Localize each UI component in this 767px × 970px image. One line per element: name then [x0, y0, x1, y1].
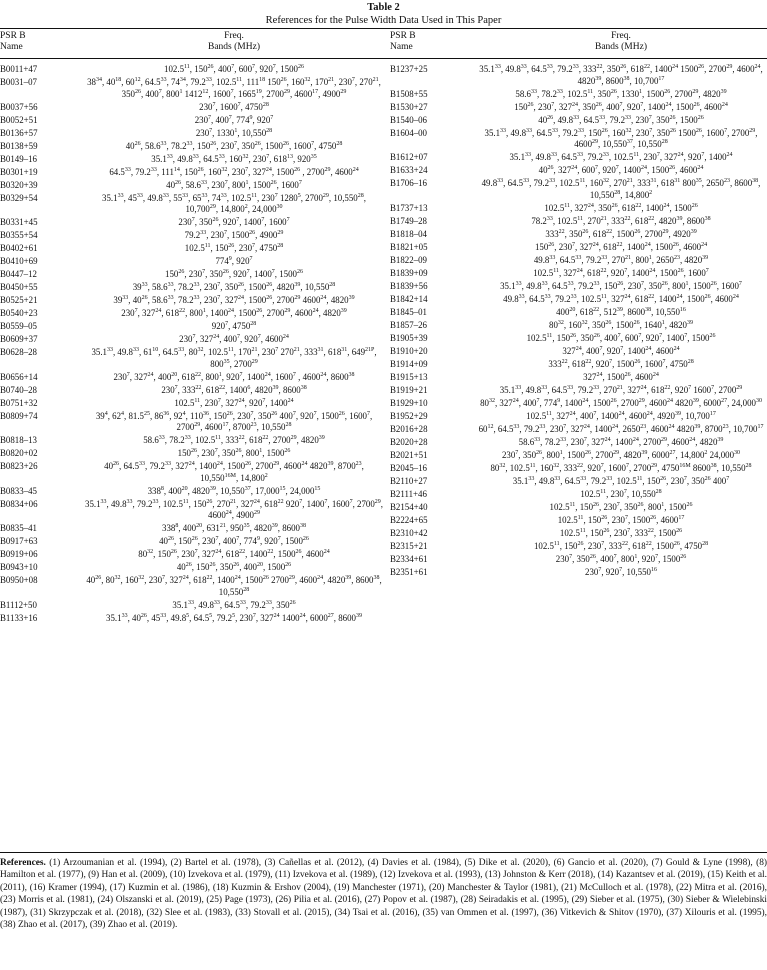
pulsar-name: B1530+27 [390, 101, 428, 112]
pulsar-name: B0820+02 [0, 448, 38, 458]
frequency-bands: $40^{26}$, 49.8$^{33}$, 64.5$^{33}$, 79.2$^{33}$, $230^7$, $350^{26}$, 1500$^{26}$ [538, 114, 704, 125]
pulsar-name: B1112+50 [0, 599, 37, 610]
frequency-bands: $230^7$, $350^{26}$, $800^1$, 1500$^{26}$, 2700$^{29}$, 4820$^{39}$, 6000$^{27}$, 14,800$^2$ 24,000$^{30}$ [501, 449, 741, 460]
frequency-bands: 102.5$^{11}$, $327^{24}$, $350^{26}$, $618^{22}$, 1400$^{24}$, 1500$^{26}$ [544, 202, 698, 213]
table-row [0, 230, 383, 243]
pulsar-name: B1842+14 [390, 293, 428, 304]
references-text: (1) Arzoumanian et al. (1994), (2) Bartel et al. (1978), (3) Cañellas et al. (2012), (4) Davies et al. (1984), (5) Dike et al. (2020), (6) Gancio et al. (2020), (7) Gould & Lyne (1998), (8) Hamilton et al. (1977), (9) Han et al. (2009), (10) Izvekova et al. (1979), (11) Izvekova et al. (1989), (12) Izvekova et al. (1993), (13) Johnston & Kerr (2018), (14) Kazantsev et al. (2019), (15) Keith et al. (2011), (16) Kramer (1994), (17) Kuzmin et al. (1986), (18) Kuzmin & Ershov (2004), (19) Manchester (1971), (20) Manchester & Taylor (1981), (21) McCulloch et al. (1978), (22) Mitra et al. (2016), (23) Morris et al. (1981), (24) Olszanski et al. (2019), (25) Page (1973), (26) Pilia et al. (2016), (27) Popov et al. (1987), (28) Seiradakis et al. (1995), (29) Sieber et al. (1975), (30) Sieber & Wielebinski (1987), (31) Skrzypczak et al. (2018), (32) Slee et al. (1983), (33) Stovall et al. (2015), (34) Tsai et al. (2016), (35) van Ommen et al. (1997), (36) Vitkevich & Shitov (1970), (37) Xilouris et al. (1995), (38) Zhao et al. (2017), (39) Zhao et al. (2019). [0, 858, 767, 931]
table-row [0, 243, 383, 256]
frequency-bands: 35.1$^{33}$, 49.8$^{33}$, 64.5$^{33}$, $160^{32}$, $230^7$, $618^{13}$, $920^{35}$ [151, 153, 317, 164]
pulsar-name: B1737+13 [390, 202, 428, 213]
table-row [0, 217, 383, 230]
table-row [390, 541, 767, 554]
frequency-bands: $230^7$, $920^7$, 10,550$^{16}$ [585, 566, 657, 577]
frequency-bands: 102.5$^{11}$, $327^{24}$, $618^{22}$, $920^7$, 1400$^{24}$, 1500$^{26}$, 1600$^7$ [533, 267, 709, 278]
frequency-bands: $80^{32}$, $160^{32}$, $350^{26}$, 1500$^{26}$, 1640$^1$, 4820$^{39}$ [549, 319, 693, 330]
frequency-bands: 102.5$^{11}$, $150^{26}$, $230^7$, $350^{26}$, $800^1$, 1500$^{26}$ [549, 501, 693, 512]
frequency-bands: $80^{32}$, 102.5$^{11}$, $160^{32}$, $333^{22}$, $920^7$, 1600$^7$, 2700$^{29}$, $4750^{16M}$ 8600$^{38}$, 10,550$^{28}$ [490, 462, 752, 473]
reference-table-right [390, 64, 767, 580]
pulsar-name: B0136+57 [0, 127, 38, 138]
table-row [0, 321, 383, 334]
table-row [0, 115, 383, 128]
table-row [0, 167, 383, 180]
pulsar-name: B2110+27 [390, 475, 428, 486]
frequency-bands: 35.1$^{33}$, 49.8$^{33}$, 64.5$^{33}$, 79.2$^{33}$, $150^{26}$, $230^7$, $350^{26}$, $800^1$, 1500$^{26}$, 1600$^7$ [500, 280, 742, 291]
frequency-bands: 35.1$^{33}$, $40^{26}$, $45^{33}$, 49.8$^5$, 64.5$^5$, 79.2$^5$, $230^7$, $327^{24}$ 1400$^{24}$, 6000$^{27}$, 8600$^{39}$ [106, 612, 362, 623]
frequency-bands: $920^7$, 4750$^{28}$ [211, 321, 257, 331]
pulsar-name: B1612+07 [390, 152, 428, 162]
table-row [390, 359, 767, 372]
pulsar-name: B1910+20 [390, 345, 428, 356]
table-row [0, 269, 383, 282]
frequency-bands: 102.5$^{11}$, $150^{26}$, $230^7$, $333^{22}$, 1500$^{26}$ [559, 527, 683, 538]
table-row [0, 295, 383, 308]
pulsar-name: B0450+55 [0, 282, 38, 292]
frequency-bands: $230^7$, 1330$^1$, 10,550$^{28}$ [195, 127, 273, 138]
table-row [0, 347, 383, 372]
pulsar-name: B1633+24 [390, 165, 428, 175]
table-row [0, 308, 383, 321]
frequency-bands: 49.8$^{33}$, 64.5$^{33}$, 79.2$^{33}$, 102.5$^{11}$, $160^{32}$, $270^{21}$, $333^{31}$, $618^{31}$ $800^{35}$, 2650$^{23}$, 8600$^{38}$, 10,550$^{28}$, 14,800$^2$ [481, 178, 761, 200]
frequency-bands: $40^{26}$, 58.6$^{33}$, 78.2$^{33}$, $150^{26}$, $230^7$, $350^{26}$, 1500$^{26}$, 1600$^7$, 4750$^{28}$ [125, 140, 343, 151]
frequency-bands: $230^7$, $327^{24}$, $400^{20}$, $618^{22}$, $800^1$, $920^7$, 1400$^{24}$, 1600$^7$ , 4600$^{24}$, 8600$^{38}$ [113, 371, 355, 382]
frequency-bands: 35.1$^{33}$, $45^{33}$, 49.8$^{33}$, $55^{33}$, $65^{33}$, $74^{33}$, 102.5$^{11}$, $230^7$ 1280$^5$, 2700$^{29}$, 10,550$^{28}$, 10,700$^{29}$, 14,800$^2$, 24,000$^{30}$ [102, 192, 366, 214]
table-row [390, 294, 767, 307]
pulsar-name: B0410+69 [0, 256, 38, 266]
table-row [390, 489, 767, 502]
table-row [0, 102, 383, 115]
pulsar-name: B1604–00 [390, 127, 427, 138]
references-note [0, 857, 767, 931]
pulsar-name: B0917+63 [0, 536, 38, 546]
reference-table-left [0, 64, 383, 626]
pulsar-name: B0833–45 [0, 485, 37, 496]
table-row [390, 178, 767, 203]
pulsar-name: B0301+19 [0, 166, 38, 177]
table-row [390, 128, 767, 153]
pulsar-name: B0037+56 [0, 101, 38, 112]
pulsar-name: B1822–09 [390, 254, 427, 265]
pulsar-name: B0540+23 [0, 308, 38, 318]
pulsar-name: B1857–26 [390, 319, 427, 330]
pulsar-name: B2224+65 [390, 514, 428, 525]
table-row [390, 320, 767, 333]
table-row [0, 398, 383, 411]
frequency-bands: $80^{32}$, $150^{26}$, $230^7$, $327^{24}$, $618^{22}$, 1400$^{22}$, 1500$^{26}$, 4600$^{24}$ [138, 549, 330, 559]
table-row [0, 282, 383, 295]
frequency-bands: 49.8$^{33}$, 64.5$^{33}$, 79.2$^{33}$, 102.5$^{11}$, $327^{24}$, $618^{22}$, 1400$^{24}$, 1500$^{26}$, 4600$^{24}$ [503, 293, 739, 304]
table-row [390, 89, 767, 102]
table-row [390, 528, 767, 541]
table-row [390, 398, 767, 411]
pulsar-name: B1929+10 [390, 397, 428, 408]
pulsar-name: B2310+42 [390, 527, 428, 538]
table-row [0, 154, 383, 167]
pulsar-name: B0559–05 [0, 321, 37, 331]
pulsar-name: B0740–28 [0, 384, 37, 395]
pulsar-name: B1915+13 [390, 371, 428, 382]
references-label: References. [0, 858, 46, 868]
pulsar-name: B1749–28 [390, 215, 427, 226]
table-row [390, 165, 767, 178]
frequency-bands: 79.2$^{33}$, $230^7$, 1500$^{26}$, 4900$^{29}$ [184, 230, 284, 240]
table-row [390, 115, 767, 128]
frequency-bands: 102.5$^{11}$, $230^7$, 10,550$^{28}$ [580, 488, 662, 499]
frequency-bands: $39^4$, $62^4$, 81.5$^{25}$, $86^{36}$, $92^4$, $110^{36}$, $150^{26}$, $230^7$, $350^{26}$ $400^7$, $920^7$, 1500$^{26}$, 1600$^7$, 2700$^{29}$, 4600$^{17}$, 8700$^{23}$, 10,550$^{28}$ [95, 410, 373, 432]
pulsar-name: B0656+14 [0, 371, 38, 382]
pulsar-name: B0919+06 [0, 549, 38, 559]
table-row [390, 567, 767, 580]
column-header-psr-left: PSR B Name [0, 31, 26, 52]
frequency-bands: 102.5$^{11}$, $150^{26}$, $230^7$, 1500$^{26}$, 4600$^{17}$ [557, 514, 685, 525]
pulsar-name: B0609+37 [0, 334, 38, 344]
pulsar-name: B2315+21 [390, 540, 428, 551]
pulsar-name: B0823+26 [0, 461, 38, 471]
frequency-bands: $38^{34}$, $40^{18}$, $60^{12}$, 64.5$^{33}$, $74^{34}$, 79.2$^{33}$, 102.5$^{11}$, $111^{18}$ $150^{26}$, $160^{32}$, $170^{21}$, $230^7$, $270^{21}$, $350^{26}$, $400^7$, $800^1$ 1412$^{12}$, 1600$^7$, 1665$^{19}$, 2700$^{29}$, 4600$^{17}$, 4900$^{29}$ [87, 77, 381, 99]
table-row [390, 307, 767, 320]
pulsar-name: B2020+28 [390, 436, 428, 447]
table-row [0, 372, 383, 385]
pulsar-name: B2045–16 [390, 462, 427, 473]
pulsar-name: B0835–41 [0, 523, 37, 533]
pulsar-name: B1133+16 [0, 612, 38, 623]
table-row [0, 499, 383, 524]
frequency-bands: $40^{26}$, $150^{26}$, $230^7$, $400^7$, $774^9$, $920^7$, 1500$^{26}$ [159, 536, 309, 546]
table-row [0, 435, 383, 448]
bottom-rule [0, 852, 767, 853]
pulsar-name: B0138+59 [0, 140, 38, 151]
pulsar-name: B1905+39 [390, 332, 428, 343]
table-row [390, 515, 767, 528]
column-header-psr-right: PSR B Name [390, 31, 416, 52]
pulsar-name: B0355+54 [0, 230, 38, 240]
frequency-bands: $150^{26}$, $230^7$, $350^{26}$, $800^1$, 1500$^{26}$ [177, 448, 291, 458]
pulsar-name: B1919+21 [390, 384, 428, 395]
frequency-bands: $80^{32}$, $327^{24}$, $400^7$, $774^9$, 1400$^{24}$, 1500$^{26}$, 2700$^{29}$, 4600$^{24}$ 4820$^{39}$, 6000$^{27}$, 24,000$^{30}$ [480, 397, 762, 408]
frequency-bands: 102.5$^{11}$, $150^{26}$, $400^7$, $600^7$, $920^7$, 1500$^{26}$ [164, 64, 304, 74]
pulsar-name: B2334+61 [390, 553, 428, 564]
pulsar-name: B0011+47 [0, 64, 38, 74]
frequency-bands: $60^{12}$, 64.5$^{33}$, 79.2$^{33}$, $230^7$, $327^{24}$, 1400$^{24}$, 2650$^{23}$, 4600$^{24}$ 4820$^{39}$, 8700$^{23}$, 10,700$^{17}$ [478, 423, 764, 434]
pulsar-name: B2021+51 [390, 449, 428, 460]
table-row [0, 334, 383, 347]
pulsar-name: B1508+55 [390, 88, 428, 99]
frequency-bands: $230^7$, $350^{26}$, $920^7$, 1400$^7$, 1600$^7$ [178, 217, 290, 227]
table-row [0, 256, 383, 269]
table-row [390, 385, 767, 398]
frequency-bands: $150^{26}$, $230^7$, $327^{24}$, $350^{26}$, $400^7$, $920^7$, 1400$^{24}$, 1500$^{26}$, 4600$^{24}$ [514, 101, 728, 112]
table-row [0, 385, 383, 398]
table-row [390, 463, 767, 476]
frequency-bands: $327^{24}$, $400^7$, $920^7$, 1400$^{24}$, 4600$^{24}$ [562, 345, 680, 356]
table-row [0, 562, 383, 575]
pulsar-name: B1952+29 [390, 410, 428, 421]
table-row [390, 216, 767, 229]
frequency-bands: $40^{26}$, 64.5$^{33}$, 79.2$^{33}$, $327^{24}$, 1400$^{24}$, 1500$^{26}$, 2700$^{29}$, 4600$^{24}$ 4820$^{39}$, 8700$^{23}$, $10,550^{16M}$, 14,800$^2$ [104, 461, 364, 483]
pulsar-name: B1237+25 [390, 64, 428, 74]
pulsar-name: B0751+32 [0, 397, 38, 408]
pulsar-name: B0052+51 [0, 114, 38, 125]
pulsar-name: B1540–06 [390, 114, 427, 125]
table-row [390, 268, 767, 281]
column-header-freq-left: Freq. Bands (MHz) [208, 31, 260, 52]
pulsar-name: B0329+54 [0, 192, 38, 203]
table-row [390, 333, 767, 346]
table-row [0, 141, 383, 154]
pulsar-name: B0525+21 [0, 295, 38, 305]
table-row [390, 64, 767, 89]
pulsar-name: B2351+61 [390, 566, 428, 577]
table-row [0, 486, 383, 499]
frequency-bands: $40^{26}$, $150^{26}$, $350^{26}$, $400^{20}$, 1500$^{26}$ [176, 562, 292, 572]
pulsar-name: B0943+10 [0, 562, 38, 572]
frequency-bands: $150^{26}$, $230^7$, $350^{26}$, $920^7$, 1400$^7$, 1500$^{26}$ [165, 269, 303, 279]
table-number: Table 2 [367, 2, 400, 13]
table-row [0, 411, 383, 436]
frequency-bands: 35.1$^{33}$, 49.8$^{33}$, 64.5$^{33}$, 79.2$^{33}$, 102.5$^{11}$, $150^{26}$, $230^7$, $350^{26}$ $400^7$ [512, 475, 730, 486]
frequency-bands: $400^{20}$, $618^{22}$, $512^{39}$, 8600$^{38}$, 10,550$^{16}$ [556, 306, 686, 317]
frequency-bands: $338^8$, $400^{20}$, $631^{21}$, $950^{35}$, 4820$^{39}$, 8600$^{38}$ [162, 523, 306, 533]
pulsar-name: B1914+09 [390, 358, 428, 369]
frequency-bands: 35.1$^{33}$, 49.8$^{33}$, 79.2$^{33}$, 102.5$^{11}$, $150^{26}$, $270^{21}$, $327^{24}$, $618^{22}$ $920^7$, 1400$^7$, 1600$^7$, 2700$^{29}$, 4600$^{24}$, 4900$^{29}$ [85, 498, 383, 520]
frequency-bands: 35.1$^{33}$, 49.8$^{33}$, 64.5$^{33}$, 79.2$^{33}$, $333^{22}$, $350^{26}$, $618^{22}$, 1400$^{24}$ 1500$^{26}$, 2700$^{29}$, 4600$^{24}$, 4820$^{39}$, 8600$^{38}$, 10,700$^{17}$ [479, 64, 763, 86]
table-caption [0, 0, 767, 27]
frequency-bands: 64.5$^{33}$, 79.2$^{33}$, $111^{14}$, $150^{26}$, $160^{32}$, $230^7$, $327^{24}$, 1500$^{26}$ , 2700$^{29}$, 4600$^{24}$ [109, 166, 359, 177]
table-row [390, 229, 767, 242]
frequency-bands: 35.1$^{33}$, 49.8$^{33}$, 64.5$^{33}$, 79.2$^{33}$, 102.5$^{11}$, $230^7$, $327^{24}$, $920^7$, 1400$^{24}$ [509, 152, 733, 162]
pulsar-name: B1839+09 [390, 267, 428, 278]
table-row [390, 281, 767, 294]
table-row [390, 255, 767, 268]
pulsar-name: B0149–16 [0, 153, 37, 164]
table-row [390, 476, 767, 489]
pulsar-name: B2016+28 [390, 423, 428, 434]
frequency-bands: $230^7$, 1600$^7$, 4750$^{28}$ [199, 101, 269, 112]
pulsar-name: B0447–12 [0, 269, 37, 279]
table-row [390, 554, 767, 567]
table-row [0, 523, 383, 536]
table-row [0, 600, 383, 613]
frequency-bands: 102.5$^{11}$, $150^{26}$, $230^7$, 4750$^{28}$ [184, 243, 284, 253]
frequency-bands: $39^{33}$, 58.6$^{33}$, 78.2$^{33}$, $230^7$, $350^{26}$, 1500$^{26}$, 4820$^{39}$, 10,550$^{28}$ [132, 282, 336, 292]
pulsar-name: B2111+46 [390, 488, 427, 499]
frequency-bands: $333^{22}$, $618^{22}$, $920^7$, 1500$^{26}$, 1600$^7$, 4750$^{28}$ [548, 358, 694, 369]
table-row [0, 536, 383, 549]
frequency-bands: $150^{26}$, $230^7$, $327^{24}$, $618^{22}$, 1400$^{24}$, 1500$^{26}$, 4600$^{24}$ [534, 241, 708, 252]
pulsar-name: B1818–04 [390, 228, 427, 239]
table-row [0, 613, 383, 626]
table-row [390, 242, 767, 255]
pulsar-name: B0031–07 [0, 77, 37, 87]
table-row [0, 193, 383, 218]
table-row [390, 450, 767, 463]
table-row [0, 128, 383, 141]
pulsar-name: B1706–16 [390, 178, 427, 188]
frequency-bands: $230^7$, $327^{24}$, $618^{22}$, $800^1$, 1400$^{24}$, 1500$^{26}$, 2700$^{29}$, 4600$^{24}$, 4820$^{39}$ [121, 308, 347, 318]
frequency-bands: 35.1$^{33}$, 49.8$^{33}$, 64.5$^{33}$, 79.2$^{33}$, $270^{21}$, $327^{24}$, $618^{22}$, $920^7$ 1600$^7$, 2700$^{29}$ [499, 384, 743, 395]
pulsar-name: B0818–13 [0, 435, 37, 445]
frequency-bands: $40^{26}$, $80^{32}$, $160^{32}$, $230^7$, $327^{24}$, $618^{22}$, 1400$^{24}$, 1500$^{26}$ 2700$^{29}$, 4600$^{24}$, 4820$^{39}$, 8600$^{38}$, 10,550$^{28}$ [86, 575, 382, 597]
frequency-bands: $230^7$, $400^7$, $774^9$, $920^7$ [194, 114, 274, 125]
frequency-bands: $774^9$, $920^7$ [215, 256, 253, 266]
table-row [0, 448, 383, 461]
frequency-bands: $230^7$, $333^{22}$, $618^{22}$, 1400$^6$, 4820$^{39}$, 8600$^{38}$ [161, 384, 307, 395]
table-row [0, 461, 383, 486]
frequency-bands: 102.5$^{11}$, $230^7$, $327^{24}$, $920^7$, 1400$^{24}$ [174, 397, 294, 408]
table-row [390, 203, 767, 216]
pulsar-name: B0331+45 [0, 217, 38, 227]
table-row [390, 152, 767, 165]
frequency-bands: 58.6$^{33}$, 78.2$^{33}$, 102.5$^{11}$, $333^{22}$, $618^{22}$, 2700$^{29}$, 4820$^{39}$ [143, 435, 325, 445]
pulsar-name: B1845–01 [390, 306, 427, 317]
frequency-bands: $40^{26}$, $327^{24}$, $600^7$, $920^7$, 1400$^{24}$, 1500$^{26}$, 4600$^{24}$ [538, 165, 704, 175]
frequency-bands: 58.6$^{33}$, 78.2$^{33}$, 102.5$^{11}$, $350^{26}$, 1330$^1$, 1500$^{26}$, 2700$^{29}$, 4820$^{39}$ [515, 88, 727, 99]
frequency-bands: $327^{24}$, 1500$^{26}$, 4600$^{24}$ [583, 371, 659, 382]
frequency-bands: 35.1$^{33}$, 49.8$^{33}$, $61^{10}$, 64.5$^{33}$, $80^{32}$, 102.5$^{11}$, $170^{21}$, $230^7$ $270^{21}$, $333^{31}$, $618^{31}$, $649^{21P}$, $800^{35}$, 2700$^{29}$ [91, 347, 377, 369]
table-row [390, 411, 767, 424]
frequency-bands: $338^8$, $400^{20}$, 4820$^{39}$, 10,550$^{37}$, 17,000$^{15}$, 24,000$^{15}$ [147, 485, 321, 496]
column-header-freq-right: Freq. Bands (MHz) [595, 31, 647, 52]
pulsar-name: B2154+40 [390, 501, 428, 512]
frequency-bands: 49.8$^{33}$, 64.5$^{33}$, 79.2$^{33}$, $270^{21}$, $800^1$, 2650$^{23}$, 4820$^{39}$ [533, 254, 709, 265]
pulsar-name: B0950+08 [0, 575, 38, 585]
table-row [390, 502, 767, 515]
frequency-bands: $40^{26}$, 58.6$^{33}$, $230^7$, $800^1$, 1500$^{26}$, 1600$^7$ [166, 179, 302, 190]
table-row [390, 424, 767, 437]
pulsar-name: B0628–28 [0, 347, 37, 357]
pulsar-name: B1821+05 [390, 241, 428, 252]
table-row [0, 180, 383, 193]
pulsar-name: B0834+06 [0, 498, 38, 509]
pulsar-name: B1839+56 [390, 280, 428, 291]
frequency-bands: $230^7$, $327^{24}$, $400^7$, $920^7$, 4600$^{24}$ [179, 334, 289, 344]
table-row [390, 437, 767, 450]
top-rule [0, 28, 767, 29]
table-row [0, 77, 383, 102]
table-row [390, 372, 767, 385]
table-row [0, 575, 383, 600]
table-row [390, 102, 767, 115]
table-row [0, 64, 383, 77]
frequency-bands: 102.5$^{11}$, $327^{24}$, $400^7$, 1400$^{24}$, 4600$^{24}$, 4920$^{39}$, 10,700$^{17}$ [526, 410, 716, 421]
frequency-bands: 102.5$^{11}$, $150^{26}$, $350^{26}$, $400^7$, $600^7$, $920^7$, 1400$^7$, 1500$^{26}$ [526, 332, 716, 343]
frequency-bands: $333^{22}$, $350^{26}$, $618^{22}$, 1500$^{26}$, 2700$^{29}$, 4920$^{39}$ [545, 228, 697, 239]
frequency-bands: $230^7$, $350^{26}$, $400^7$, $800^1$, $920^7$, 1500$^{26}$ [555, 553, 687, 564]
pulsar-name: B0402+61 [0, 243, 38, 253]
table-row [390, 346, 767, 359]
frequency-bands: 102.5$^{11}$, $150^{26}$, $230^7$, $333^{22}$, $618^{22}$, 1500$^{26}$, 4750$^{28}$ [533, 540, 709, 551]
table-title: References for the Pulse Width Data Used in This Paper [265, 15, 502, 26]
frequency-bands: $39^{33}$, $40^{26}$, 58.6$^{33}$, 78.2$^{33}$, $230^7$, $327^{24}$, 1500$^{26}$, 2700$^{29}$ 4600$^{24}$, 4820$^{39}$ [113, 295, 355, 305]
header-rule [0, 58, 767, 59]
frequency-bands: 35.1$^{33}$, 49.8$^{33}$, 64.5$^{33}$, 79.2$^{33}$, $350^{26}$ [172, 599, 296, 610]
pulsar-name: B0320+39 [0, 179, 38, 190]
frequency-bands: 78.2$^{33}$, 102.5$^{11}$, $270^{21}$, $333^{22}$, $618^{22}$, 4820$^{39}$, 8600$^{38}$ [531, 215, 711, 226]
frequency-bands: 58.6$^{33}$, 78.2$^{33}$, $230^7$, $327^{24}$, 1400$^{24}$, 2700$^{29}$, 4600$^{24}$, 4820$^{39}$ [518, 436, 724, 447]
frequency-bands: 35.1$^{33}$, 49.8$^{33}$, 64.5$^{33}$, 79.2$^{33}$, $150^{26}$, $160^{32}$, $230^7$, $350^{26}$ 1500$^{26}$, 1600$^7$, 2700$^{29}$, 4600$^{29}$, 10,550$^{37}$, 10,550$^{28}$ [484, 127, 758, 149]
table-row [0, 549, 383, 562]
pulsar-name: B0809+74 [0, 410, 38, 421]
